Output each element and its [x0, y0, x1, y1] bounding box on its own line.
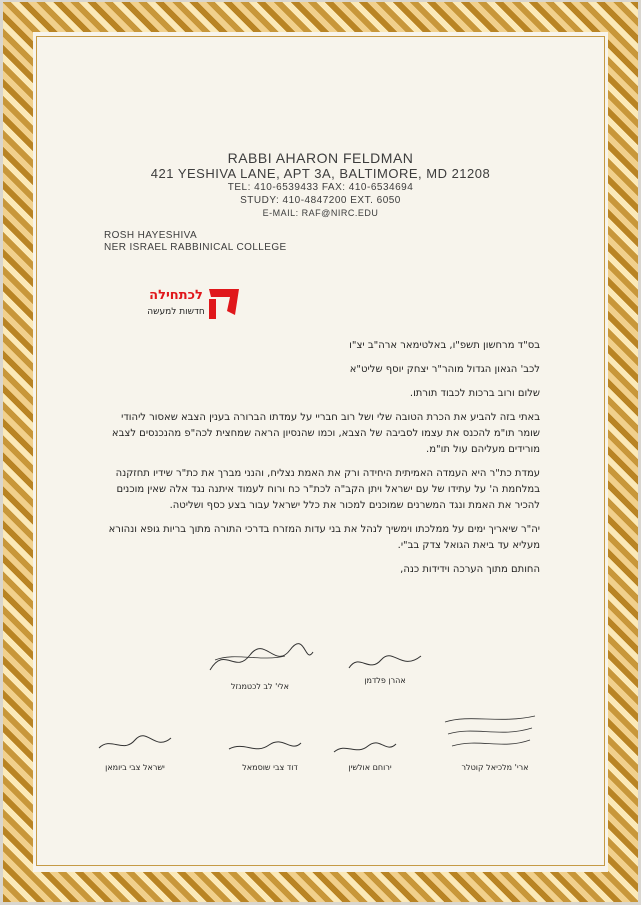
letter-closing: החותם מתוך הערכה וידידות כנה,: [400, 564, 540, 575]
letterhead-email: E-MAIL: RAF@NIRC.EDU: [262, 208, 379, 218]
signature-scribble-shusmail: [225, 735, 305, 760]
watermark-logo: [145, 285, 245, 330]
letterhead-study-phone: STUDY: 410-4847200 EXT. 6050: [240, 195, 401, 206]
letter-paragraph-2: עמדת כת"ר היא העמדה האמיתית היחידה ורק את האמת נצליח, והנני מברך את כת"ר שידיו תחזקנה במלחמת ה' על עתידו של עם ישראל ויתן הקב"ה לכת"ר כח ורוח לעמוד איתנה נגד אלה שאין מוכנים להכיר את האמת ונגד המשרנים שמוכנים למכור את כלל ישראל עבור בצע כסף ושליטה.: [115, 468, 540, 511]
letterhead-phone: TEL: 410-6539433 FAX: 410-6534694: [227, 182, 414, 193]
logo-icon: [205, 285, 243, 323]
letter-date-line: בס"ד מרחשון תשפ"ו, באלטימאר ארה"ב יצ"ו: [349, 340, 540, 351]
letterhead-institution: NER ISRAEL RABBINICAL COLLEGE: [104, 242, 287, 253]
logo-subtitle: חדשות למעשה: [147, 307, 205, 317]
letterhead-name: RABBI AHARON FELDMAN: [227, 150, 414, 166]
signature-name-5: ירוחם אולשין: [348, 763, 392, 772]
letterhead-address: 421 YESHIVA LANE, APT 3A, BALTIMORE, MD 21208: [150, 166, 491, 181]
signature-name-1: אלי' לב לכטמנזל: [230, 682, 290, 691]
letter-greeting: שלום ורוב ברכות לכבוד תורתו.: [409, 388, 540, 399]
letter-paragraph-3: יה"ר שיאריך ימים על ממלכתו וימשיך לנהל את בני עדות המזרח בדרכי התורה מתוך בריות גופא ונהורא מעליא עד ביאת הגואל צדק בב"י.: [108, 524, 540, 551]
signature-name-6: ארי' מלכיאל קוטלר: [461, 763, 529, 772]
letterhead-role: ROSH HAYESHIVA: [104, 230, 198, 241]
signature-scribble-lichtenstein: [205, 640, 315, 680]
logo-title: לכתחילה: [149, 288, 203, 303]
signature-scribble-olshin: [330, 738, 400, 760]
letter-paragraph-1: באתי בזה להביע את הכרת הטובה שלי ושל רוב חבריי על עמדתו הברורה בענין הצבא שאסור ליהודי שומר תו"מ להכנס את עצמו לסביבה של הצבא, וכמו שהנסיון הראה שמחצית לכה"פ מהנכנסים לצבא מורידים מעליהם עול תו"מ.: [111, 412, 540, 455]
signature-scribble-kotler: [440, 710, 540, 760]
letter-addressee: לכב' הגאון הגדול מוהר"ר יצחק יוסף שליט"א: [349, 364, 540, 375]
signature-scribble-feldman: [345, 648, 425, 678]
letter-body: [100, 338, 540, 578]
signature-name-2: אהרן פלדמן: [364, 676, 406, 685]
signature-name-4: דוד צבי שוסמאל: [242, 763, 298, 772]
signature-name-3: ישראל צבי ביומאן: [105, 763, 165, 772]
signature-scribble-neuman: [95, 730, 175, 760]
